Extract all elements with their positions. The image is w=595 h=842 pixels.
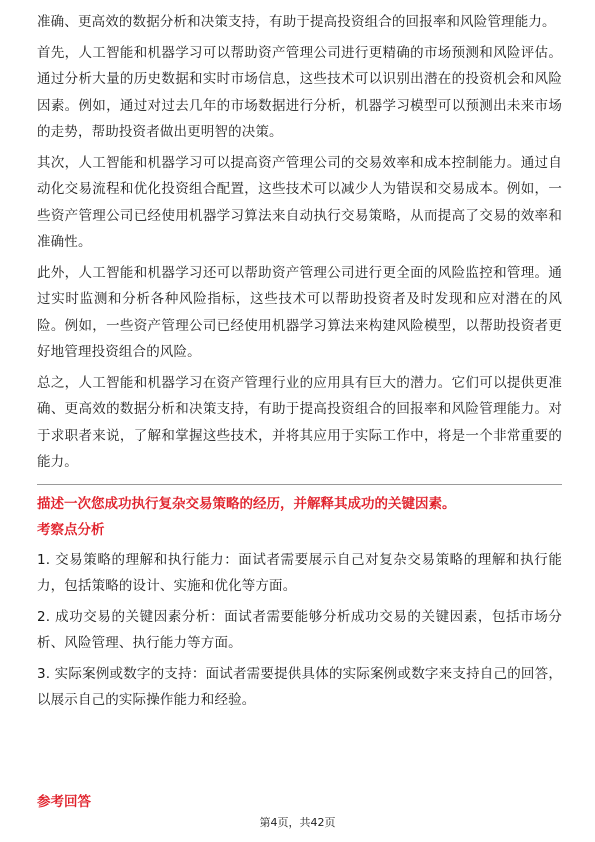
paragraph: 其次，人工智能和机器学习可以提高资产管理公司的交易效率和成本控制能力。通过自动化交易流程和优化投资组合配置，这些技术可以减少人为错误和交易成本。例如，一些资产管理公司已经使用机器学习算法来自动执行交易策略，从而提高了交易的效率和准确性。 xyxy=(37,154,562,250)
document-body xyxy=(37,9,562,718)
section-divider xyxy=(37,484,562,485)
paragraph: 准确、更高效的数据分析和决策支持，有助于提高投资组合的回报率和风险管理能力。 xyxy=(37,14,556,30)
question-title: 描述一次您成功执行复杂交易策略的经历，并解释其成功的关键因素。 xyxy=(37,495,456,512)
reference-heading: 参考回答 xyxy=(37,794,91,810)
analysis-item: 3. 实际案例或数字的支持：面试者需要提供具体的实际案例或数字来支持自己的回答，以展示自己的实际操作能力和经验。 xyxy=(37,665,562,708)
page-footer: 第4页，共42页 xyxy=(259,816,336,829)
analysis-heading: 考察点分析 xyxy=(37,521,105,538)
analysis-item: 2. 成功交易的关键因素分析：面试者需要能够分析成功交易的关键因素，包括市场分析、风险管理、执行能力等方面。 xyxy=(37,608,562,651)
analysis-item: 1. 交易策略的理解和执行能力：面试者需要展示自己对复杂交易策略的理解和执行能力，包括策略的设计、实施和优化等方面。 xyxy=(37,551,562,594)
paragraph: 首先，人工智能和机器学习可以帮助资产管理公司进行更精确的市场预测和风险评估。通过分析大量的历史数据和实时市场信息，这些技术可以识别出潜在的投资机会和风险因素。例如，通过对过去几年的市场数据进行分析，机器学习模型可以预测出未来市场的走势，帮助投资者做出更明智的决策。 xyxy=(37,44,562,140)
paragraph: 此外，人工智能和机器学习还可以帮助资产管理公司进行更全面的风险监控和管理。通过实时监测和分析各种风险指标，这些技术可以帮助投资者及时发现和应对潜在的风险。例如，一些资产管理公司已经使用机器学习算法来构建风险模型，以帮助投资者更好地管理投资组合的风险。 xyxy=(37,264,562,360)
paragraph: 总之，人工智能和机器学习在资产管理行业的应用具有巨大的潜力。它们可以提供更准确、更高效的数据分析和决策支持，有助于提高投资组合的回报率和风险管理能力。对于求职者来说，了解和掌握这些技术，并将其应用于实际工作中，将是一个非常重要的能力。 xyxy=(37,374,562,470)
